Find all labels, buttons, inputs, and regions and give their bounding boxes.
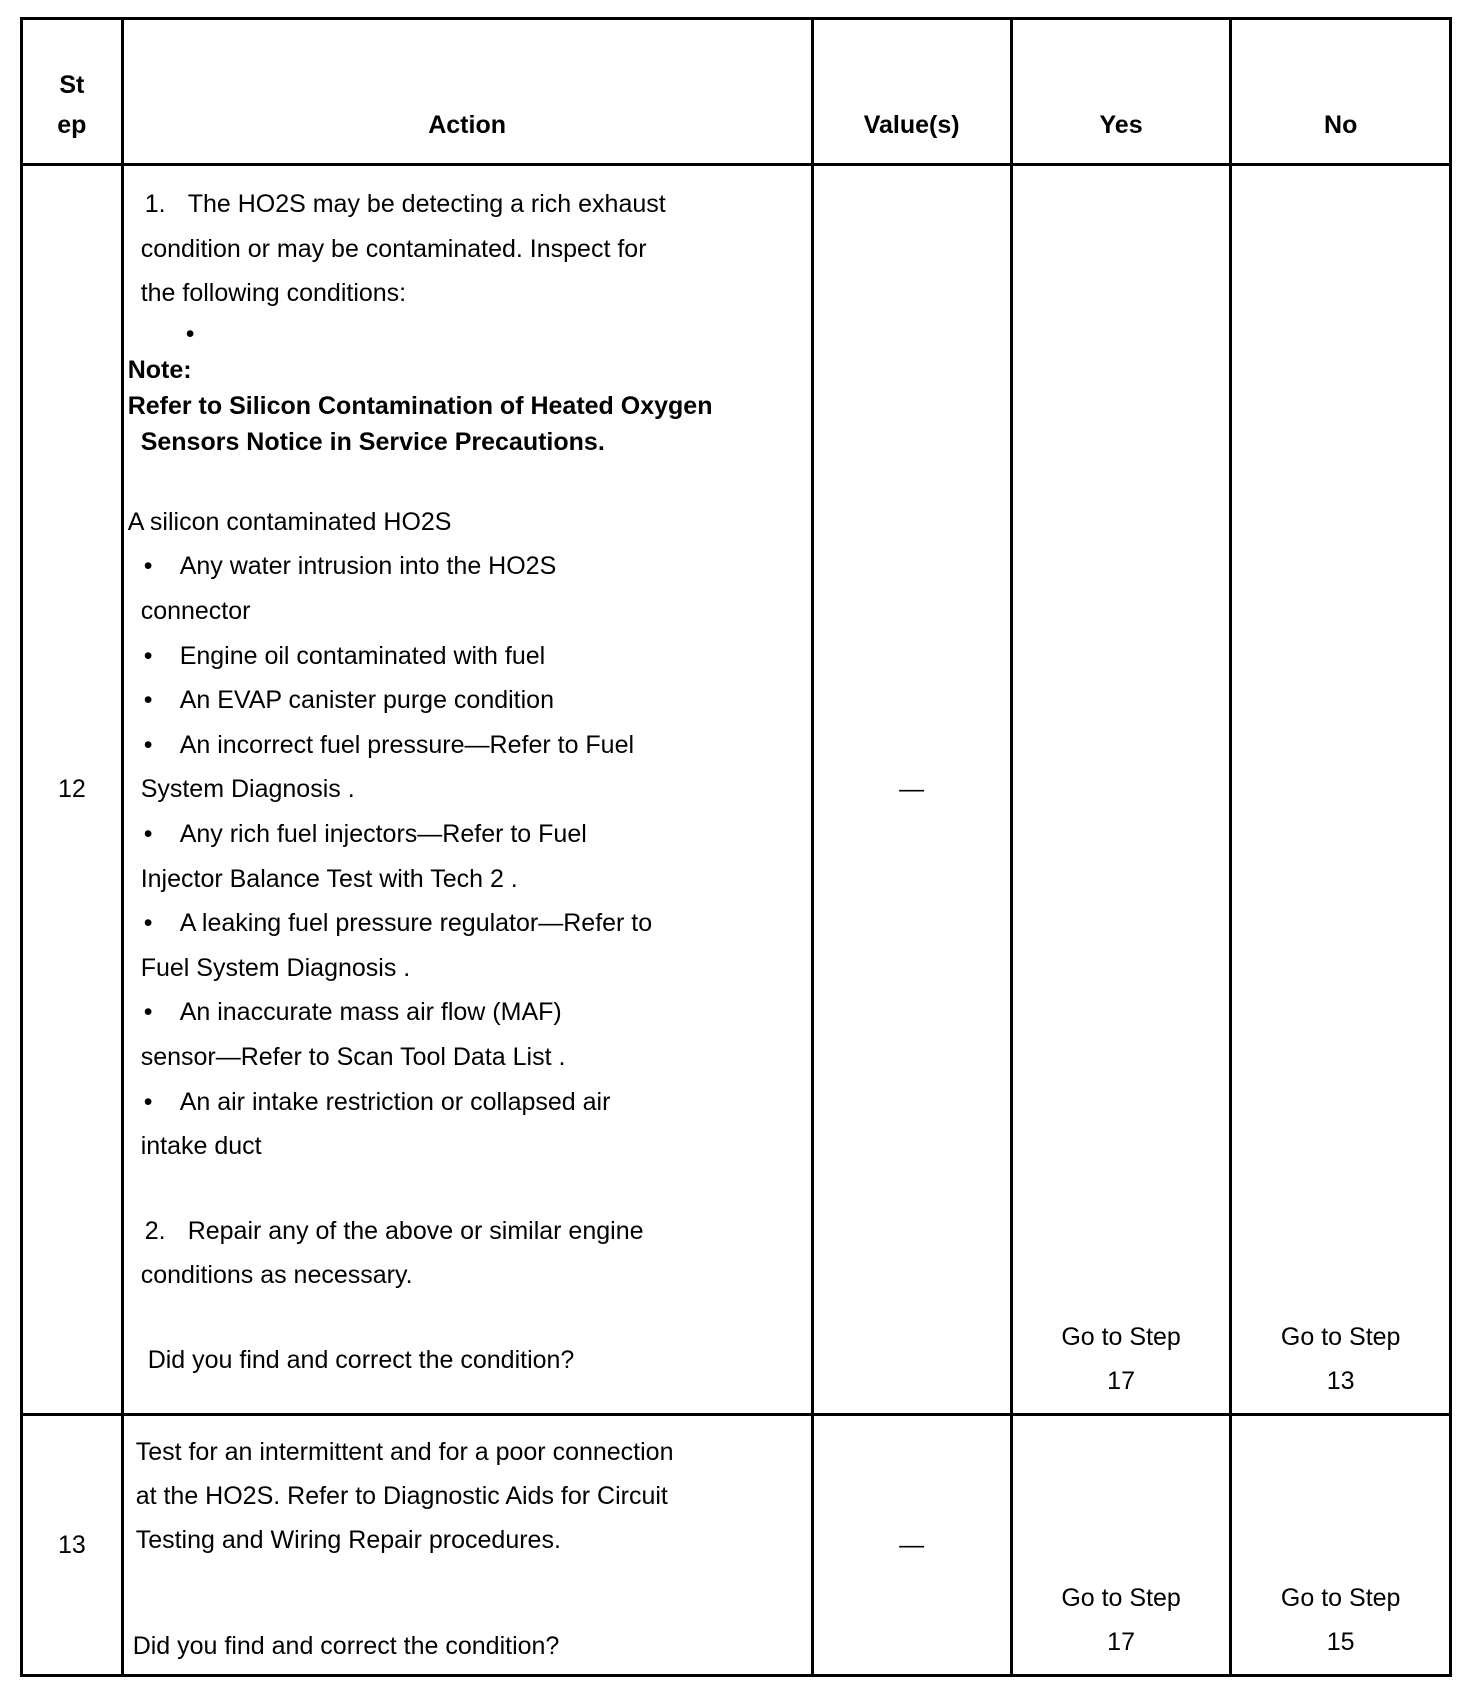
action-line: Test for an intermittent and for a poor connection xyxy=(135,1438,674,1466)
bullet-item-cont: System Diagnosis . xyxy=(140,775,355,804)
bullet-item-cont: Fuel System Diagnosis . xyxy=(140,953,411,982)
bullet-item: • An inaccurate mass air flow (MAF) xyxy=(143,998,562,1027)
no-goto: Go to Step xyxy=(1280,1584,1401,1612)
bullet-item-cont: sensor—Refer to Scan Tool Data List . xyxy=(140,1042,566,1071)
yes-step: 17 xyxy=(1107,1367,1135,1395)
value-cell: — xyxy=(812,165,1011,1415)
bullet-item-cont: intake duct xyxy=(140,1132,262,1161)
no-cell xyxy=(1231,1415,1451,1676)
bullet-item-cont: connector xyxy=(140,596,251,625)
bullet-item-cont: Injector Balance Test with Tech 2 . xyxy=(140,864,518,893)
action-line: Testing and Wiring Repair procedures. xyxy=(135,1526,561,1554)
no-goto: Go to Step xyxy=(1280,1323,1401,1351)
bullet-item: • A leaking fuel pressure regulator—Refer to xyxy=(143,909,653,938)
bullet-item: • Engine oil contaminated with fuel xyxy=(143,641,546,670)
diagnostic-table xyxy=(20,17,1452,1677)
question: Did you find and correct the condition? xyxy=(132,1632,560,1660)
header-values: Value(s) xyxy=(812,19,1011,165)
yes-cell xyxy=(1011,165,1231,1415)
step-number: 13 xyxy=(22,1415,123,1676)
item2-line: 2. Repair any of the above or similar engine xyxy=(128,1209,801,1254)
header-step-line2: ep xyxy=(57,111,87,139)
item1-number: 1. xyxy=(144,190,166,218)
item2-number: 2. xyxy=(144,1216,166,1245)
item1-line: the following conditions: xyxy=(140,279,407,308)
header-step xyxy=(22,19,123,165)
bullet-item: • An air intake restriction or collapsed air xyxy=(143,1087,611,1116)
note-text: Sensors Notice in Service Precautions. xyxy=(140,427,605,456)
header-row xyxy=(22,19,1451,165)
note-text: Refer to Silicon Contamination of Heated Oxygen xyxy=(127,391,713,420)
header-step-line1: St xyxy=(59,71,85,99)
bullet-item: • An incorrect fuel pressure—Refer to Fuel xyxy=(143,730,635,759)
yes-goto: Go to Step xyxy=(1061,1584,1181,1612)
header-yes: Yes xyxy=(1011,19,1231,165)
value-cell: — xyxy=(812,1415,1011,1676)
note-label: Note: xyxy=(127,355,192,384)
bullet-item: • Any water intrusion into the HO2S xyxy=(143,552,557,581)
table-row xyxy=(22,165,1451,1415)
item1-line: condition or may be contaminated. Inspect for xyxy=(140,234,647,263)
table-row xyxy=(22,1415,1451,1676)
yes-goto: Go to Step xyxy=(1061,1323,1181,1351)
action-cell xyxy=(122,1415,812,1676)
action-cell xyxy=(122,165,812,1415)
bullet-item: • Any rich fuel injectors—Refer to Fuel xyxy=(143,819,587,848)
no-step: 15 xyxy=(1326,1628,1355,1656)
header-no: No xyxy=(1231,19,1451,165)
no-cell xyxy=(1231,165,1451,1415)
item2-line: conditions as necessary. xyxy=(140,1261,413,1290)
action-line: at the HO2S. Refer to Diagnostic Aids for Circuit xyxy=(135,1482,668,1510)
item1-line: 1. The HO2S may be detecting a rich exhaust xyxy=(128,182,801,227)
step-number: 12 xyxy=(22,165,123,1415)
empty-bullet: • xyxy=(185,319,195,348)
silicon-line: A silicon contaminated HO2S xyxy=(127,507,452,536)
no-step: 13 xyxy=(1326,1367,1355,1395)
question: Did you find and correct the condition? xyxy=(147,1345,575,1374)
yes-step: 17 xyxy=(1107,1628,1135,1656)
header-action: Action xyxy=(122,19,812,165)
bullet-item: • An EVAP canister purge condition xyxy=(143,686,554,715)
yes-cell xyxy=(1011,1415,1231,1676)
